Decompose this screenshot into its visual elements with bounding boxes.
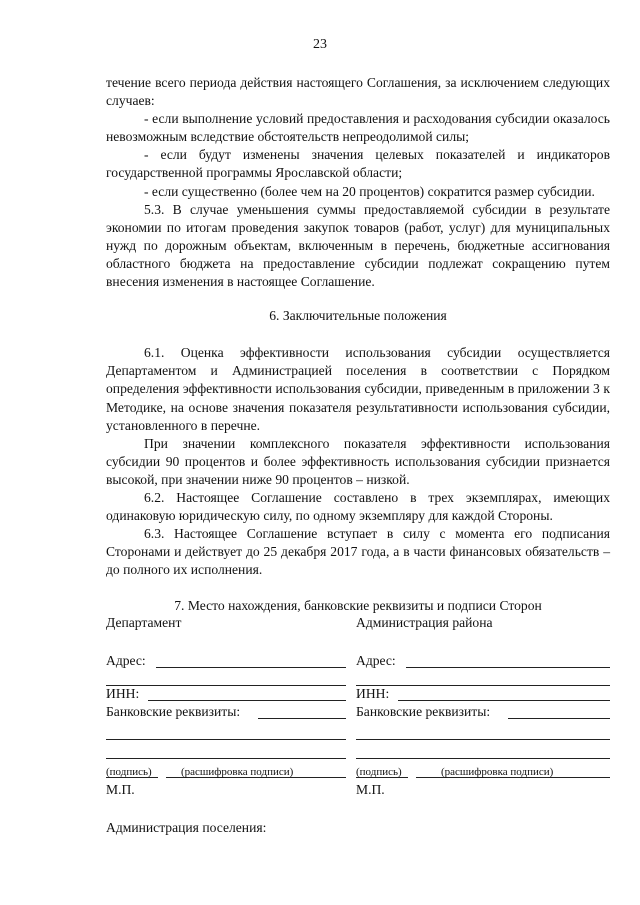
- inn-field[interactable]: [106, 685, 346, 703]
- address-field[interactable]: [106, 652, 346, 670]
- paragraph: 6.1. Оценка эффективности использования субсидии осуществляется Департаментом и Администрацией поселения в соответствии с Порядком определения эффективности использования субсидии, приведенным в приложении 3 к Методике, на основе значения показателя результативности использования субсидии, установленного в перечне.: [106, 345, 610, 433]
- bank-field[interactable]: [106, 703, 346, 721]
- paragraph: - если существенно (более чем на 20 процентов) сократится размер субсидии.: [144, 183, 595, 199]
- paragraph: При значении комплексного показателя эффективности использования субсидии 90 процентов и более эффективность использования субсидии признается высокой, при значении ниже 90 процентов – низкой.: [106, 435, 610, 487]
- decode-caption: (расшифровка подписи): [181, 766, 294, 778]
- settlement-admin-heading: Администрация поселения:: [106, 820, 267, 835]
- paragraph: 6.2. Настоящее Соглашение составлено в трех экземплярах, имеющих одинаковую юридическую силу, по одному экземпляру для каждой Стороны.: [106, 489, 610, 524]
- section-6-heading: 6. Заключительные положения: [269, 308, 447, 324]
- document-body: [106, 74, 610, 616]
- blank-line[interactable]: [106, 743, 346, 761]
- signature-caption: (подпись): [356, 766, 402, 778]
- address-label: Адрес:: [356, 653, 396, 668]
- bank-field[interactable]: [356, 703, 610, 721]
- inn-field[interactable]: [356, 685, 610, 703]
- decode-caption: (расшифровка подписи): [441, 766, 554, 778]
- blank-line[interactable]: [356, 724, 610, 742]
- paragraph: течение всего периода действия настоящего Соглашения, за исключением следующих случаев:: [106, 75, 610, 109]
- address-label: Адрес:: [106, 653, 146, 668]
- paragraph: 6.3. Настоящее Соглашение вступает в силу с момента его подписания Сторонами и действует до 25 декабря 2017 года, а в части финансовых обязательств – до полного их исполнения.: [106, 526, 610, 578]
- party-name: Департамент: [106, 615, 182, 630]
- party-name: Администрация района: [356, 615, 493, 630]
- signature-caption: (подпись): [106, 766, 152, 778]
- seal-mark: М.П.: [356, 782, 385, 797]
- paragraph: - если выполнение условий предоставления и расходования субсидии оказалось невозможным вследствие обстоятельств непреодолимой силы;: [106, 111, 610, 145]
- blank-line[interactable]: [356, 743, 610, 761]
- bank-label: Банковские реквизиты:: [106, 704, 241, 719]
- blank-line[interactable]: [106, 724, 346, 742]
- inn-label: ИНН:: [356, 686, 390, 701]
- address-field[interactable]: [356, 652, 610, 670]
- bank-label: Банковские реквизиты:: [356, 704, 491, 719]
- paragraph: 5.3. В случае уменьшения суммы предоставляемой субсидии в результате экономии по итогам проведения закупок товаров (работ, услуг) для муниципальных нужд по дорожным объектам, включенным в перечень, бюджетные ассигнования областного бюджета на предоставление субсидии подлежат сокращению путем внесения изменения в настоящее Соглашение.: [106, 201, 610, 290]
- seal-mark: М.П.: [106, 782, 135, 797]
- paragraph: - если будут изменены значения целевых показателей и индикаторов государственной программы Ярославской области;: [106, 147, 610, 181]
- signature-block: [106, 614, 610, 844]
- page-number: 23: [313, 37, 327, 52]
- section-7-heading: 7. Место нахождения, банковские реквизиты и подписи Сторон: [174, 598, 542, 614]
- inn-label: ИНН:: [106, 686, 140, 701]
